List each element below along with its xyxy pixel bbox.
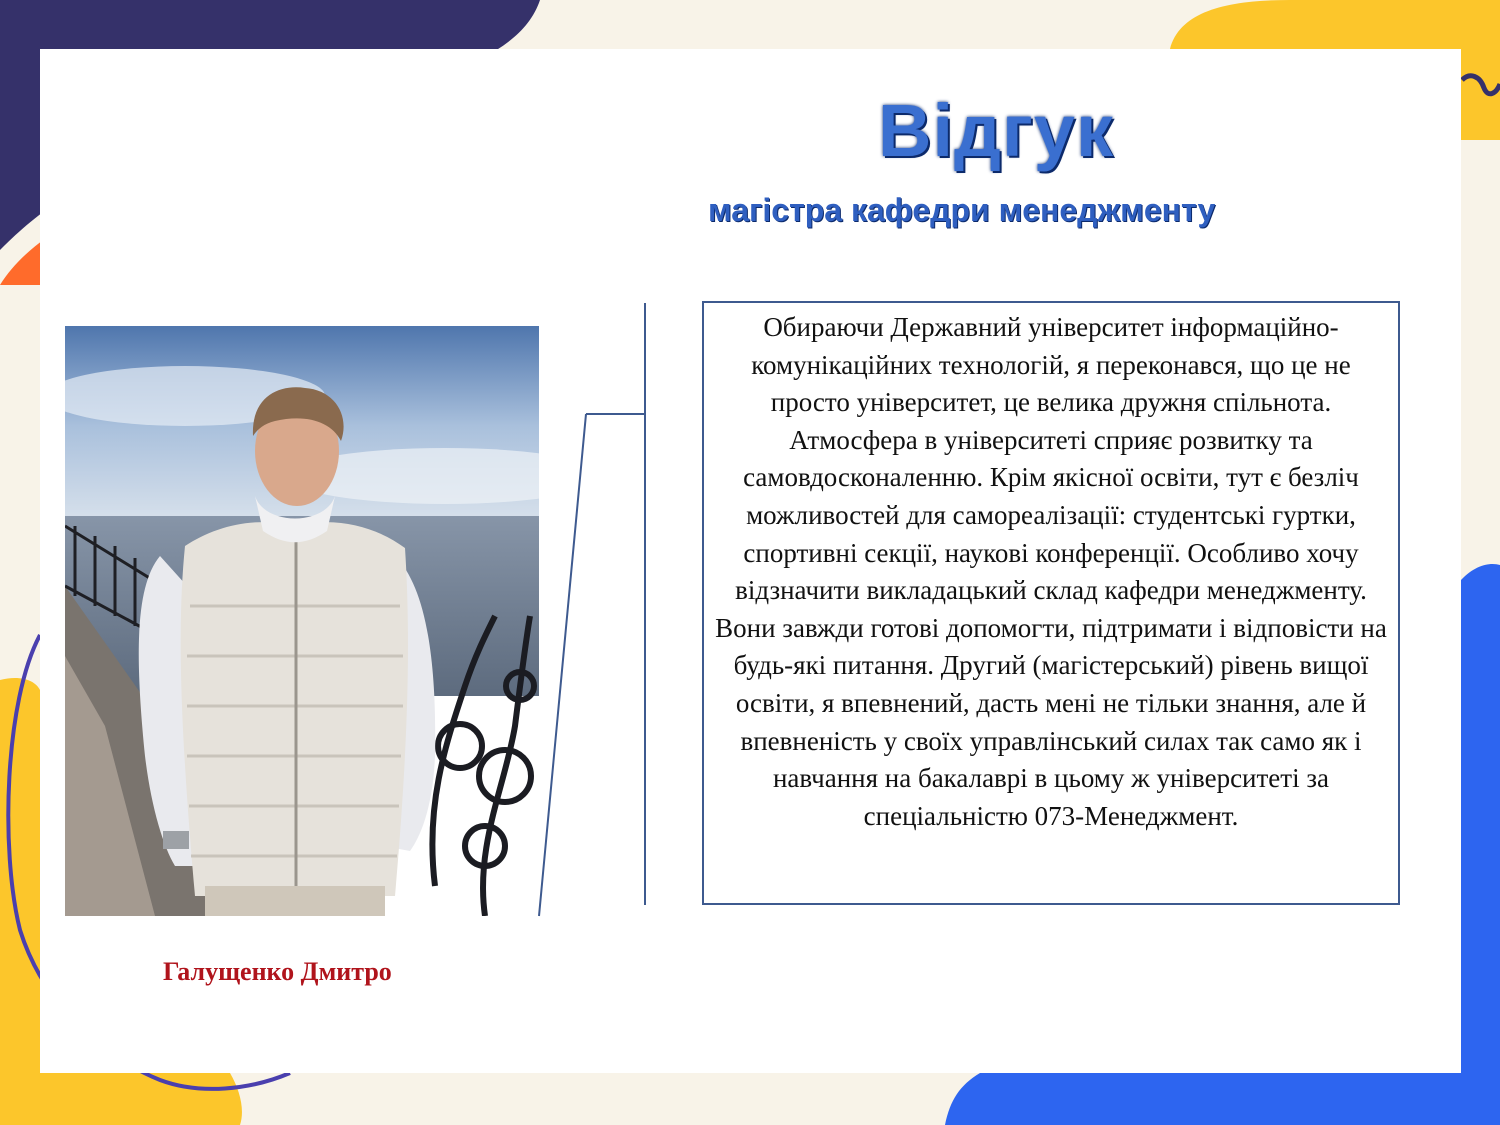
testimonial-box [702, 301, 1400, 905]
author-name: Галущенко Дмитро [163, 957, 392, 986]
slide-title: Відгук [878, 89, 1114, 172]
student-photo [65, 326, 539, 916]
testimonial-text: Обираючи Державний університет інформаційно-комунікаційних технологій, я переконався, що це не просто університет, це велика дружня спільнота. Атмосфера в університеті сприяє розвитку та самовдосконаленню. Крім якісної освіти, тут є безліч можливостей для самореалізації: студентські гуртки, спортивні секції, наукові конференції. Особливо хочу відзначити викладацький склад кафедри менеджменту. Вони завжди готові допомогти, підтримати і відповісти на будь-які питання. Другий (магістерський) рівень вищої освіти, я впевнений, дасть мені не тільки знання, але й впевненість у своїх управлінський силах так само як і навчання на бакалаврі в цьому ж університеті за спеціальністю 073-Менеджмент. [715, 312, 1387, 831]
slide-subtitle: магістра кафедри менеджменту [708, 192, 1216, 228]
